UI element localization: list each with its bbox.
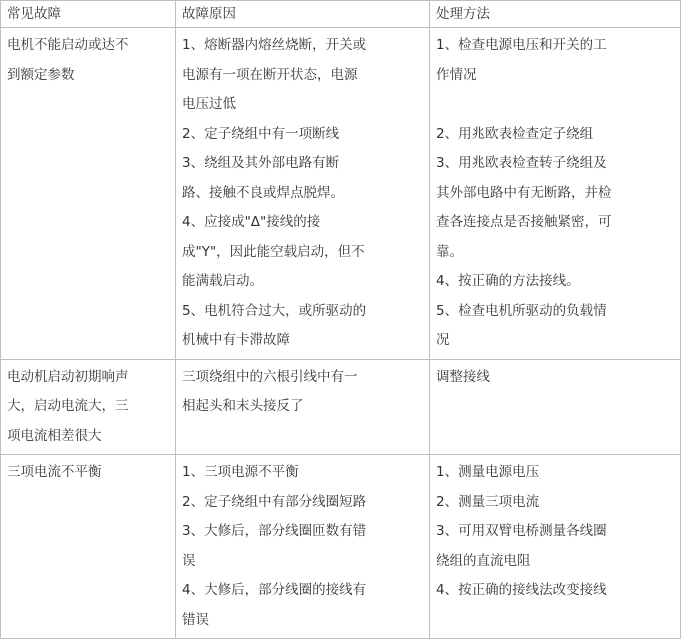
solution-line: 3、用兆欧表检查转子绕组及 bbox=[436, 155, 607, 171]
cause-line: 电压过低 bbox=[182, 96, 236, 112]
solution-line: 调整接线 bbox=[436, 368, 490, 385]
table-header-row bbox=[1, 1, 681, 28]
symptom-line: 三项电流不平衡 bbox=[7, 464, 102, 480]
symptom-line: 电机不能启动或达不 bbox=[7, 37, 129, 53]
solution-line: 靠。 bbox=[436, 243, 463, 260]
cause-line: 1、三项电源不平衡 bbox=[182, 464, 299, 480]
table-row bbox=[1, 455, 681, 639]
spacer bbox=[436, 90, 674, 120]
solution-line: 2、测量三项电流 bbox=[436, 493, 540, 510]
symptom-line: 项电流相差很大 bbox=[7, 427, 102, 444]
solution-line: 2、用兆欧表检查定子绕组 bbox=[436, 125, 594, 142]
table-row bbox=[1, 359, 681, 455]
cause-line: 误 bbox=[182, 552, 196, 569]
symptom-cell bbox=[1, 359, 176, 455]
cause-line: 相起头和末头接反了 bbox=[182, 398, 304, 414]
cause-line: 三项绕组中的六根引线中有一 bbox=[182, 368, 358, 385]
solution-line: 4、按正确的接线法改变接线 bbox=[436, 582, 607, 598]
cause-line: 5、电机符合过大，或所驱动的 bbox=[182, 302, 367, 319]
cause-line: 电源有一项在断开状态，电源 bbox=[182, 66, 358, 83]
symptom-line: 到额定参数 bbox=[7, 66, 75, 83]
cause-line: 成"Y"，因此能空载启动，但不 bbox=[182, 243, 365, 260]
cause-line: 4、大修后，部分线圈的接线有 bbox=[182, 582, 367, 598]
symptom-line: 电动机启动初期响声 bbox=[7, 368, 129, 385]
solution-cell bbox=[430, 455, 681, 639]
solution-line: 况 bbox=[436, 332, 450, 348]
solution-line: 作情况 bbox=[436, 66, 477, 83]
solution-cell bbox=[430, 359, 681, 455]
symptom-line: 大，启动电流大，三 bbox=[7, 398, 129, 414]
cause-line: 1、熔断器内熔丝烧断，开关或 bbox=[182, 37, 367, 53]
cause-line: 4、应接成"Δ"接线的接 bbox=[182, 214, 321, 230]
cause-cell bbox=[176, 28, 430, 360]
cause-line: 机械中有卡滞故障 bbox=[182, 332, 290, 348]
cause-line: 路、接触不良或焊点脱焊。 bbox=[182, 184, 344, 201]
cause-line: 2、定子绕组中有部分线圈短路 bbox=[182, 493, 367, 510]
cause-cell bbox=[176, 455, 430, 639]
symptom-cell bbox=[1, 28, 176, 360]
solution-line: 1、测量电源电压 bbox=[436, 464, 540, 480]
cause-line: 2、定子绕组中有一项断线 bbox=[182, 125, 340, 142]
solution-line: 1、检查电源电压和开关的工 bbox=[436, 37, 607, 53]
solution-line: 绕组的直流电阻 bbox=[436, 552, 531, 569]
cause-cell bbox=[176, 359, 430, 455]
table-row bbox=[1, 28, 681, 360]
solution-cell bbox=[430, 28, 681, 360]
solution-line: 查各连接点是否接触紧密，可 bbox=[436, 214, 612, 230]
solution-line: 其外部电路中有无断路，并检 bbox=[436, 184, 612, 201]
cause-line: 3、大修后，部分线圈匝数有错 bbox=[182, 523, 367, 539]
solution-line: 5、检查电机所驱动的负载情 bbox=[436, 302, 607, 319]
solution-line: 3、可用双臂电桥测量各线圈 bbox=[436, 523, 607, 539]
header-solution: 处理方法 bbox=[430, 1, 681, 28]
cause-line: 3、绕组及其外部电路有断 bbox=[182, 155, 340, 171]
cause-line: 错误 bbox=[182, 611, 209, 628]
symptom-cell bbox=[1, 455, 176, 639]
cause-line: 能满载启动。 bbox=[182, 273, 263, 289]
solution-line: 4、按正确的方法接线。 bbox=[436, 273, 580, 289]
header-cause: 故障原因 bbox=[176, 1, 430, 28]
header-symptom: 常见故障 bbox=[1, 1, 176, 28]
